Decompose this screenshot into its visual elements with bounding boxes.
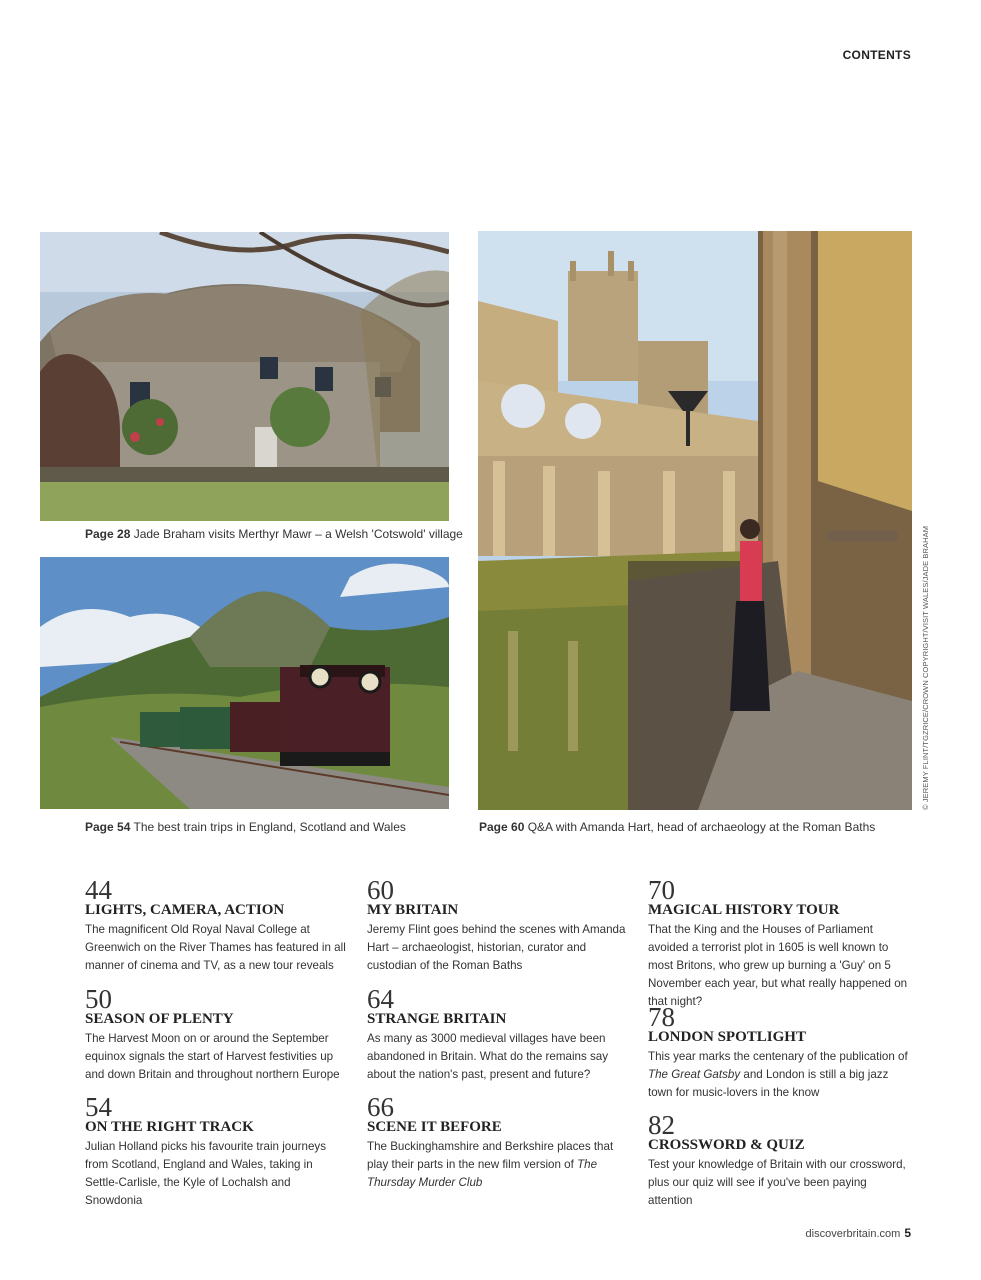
entry-description: The Harvest Moon on or around the September equinox signals the start of Harvest festivities up and down Britain and throughout northern Europe: [85, 1032, 340, 1081]
entry-title: SEASON OF PLENTY: [85, 1011, 234, 1027]
entry-description: [367, 1138, 629, 1192]
entry-description: As many as 3000 medieval villages have been abandoned in Britain. What do the remains say about the nation's past, present and future?: [367, 1032, 609, 1081]
contents-entry[interactable]: [367, 875, 629, 975]
contents-entry[interactable]: [85, 984, 347, 1084]
train-photo: [40, 557, 449, 809]
entry-text: This year marks the centenary of the publication of: [648, 1050, 908, 1063]
caption-page-ref: Page 60: [479, 820, 525, 834]
entry-page-number: 64: [367, 984, 394, 1014]
train-caption: [85, 820, 406, 834]
contents-entry[interactable]: [367, 1092, 629, 1192]
entry-title: MY BRITAIN: [367, 902, 459, 918]
contents-entry[interactable]: [85, 875, 347, 975]
entry-title: CROSSWORD & QUIZ: [648, 1137, 805, 1153]
caption-page-ref: Page 28: [85, 527, 131, 541]
entry-book-title: The Great Gatsby: [648, 1068, 741, 1081]
caption-page-ref: Page 54: [85, 820, 131, 834]
entry-description: Julian Holland picks his favourite train journeys from Scotland, England and Wales, taking in Settle-Carlisle, the Kyle of Lochalsh and Snowdonia: [85, 1140, 327, 1207]
entry-page-number: 60: [367, 875, 394, 905]
caption-text: Q&A with Amanda Hart, head of archaeology at the Roman Baths: [524, 820, 876, 834]
entry-description: Jeremy Flint goes behind the scenes with Amanda Hart – archaeologist, historian, curator and custodian of the Roman Baths: [367, 923, 626, 972]
entry-title: SCENE IT BEFORE: [367, 1119, 502, 1135]
entry-description: Test your knowledge of Britain with our crossword, plus our quiz will see if you've been paying attention: [648, 1158, 906, 1207]
contents-entry[interactable]: [648, 1110, 910, 1210]
cottage-photo: [40, 232, 449, 521]
entry-page-number: 78: [648, 1002, 675, 1032]
page-number: 5: [904, 1226, 911, 1240]
entry-title: LONDON SPOTLIGHT: [648, 1029, 806, 1045]
entry-title: LIGHTS, CAMERA, ACTION: [85, 902, 285, 918]
photo-credit: © JEREMY FLINT/TGZRICE/CROWN COPYRIGHT/VISIT WALES/JADE BRAHAM: [921, 525, 930, 810]
entry-film-title: The Thursday Murder Club: [367, 1158, 598, 1189]
contents-entry[interactable]: [648, 1002, 910, 1102]
contents-entry[interactable]: [367, 984, 629, 1084]
entry-title: ON THE RIGHT TRACK: [85, 1119, 254, 1135]
entry-description: That the King and the Houses of Parliament avoided a terrorist plot in 1605 is well known to most Britons, who grew up burning a 'Guy' on 5 November each year, but what really happened on that night?: [648, 923, 908, 1008]
roman-baths-photo: [478, 231, 912, 810]
entry-title: MAGICAL HISTORY TOUR: [648, 902, 840, 918]
entry-page-number: 66: [367, 1092, 394, 1122]
entry-text: The Buckinghamshire and Berkshire places that play their parts in the new film version of: [367, 1140, 614, 1171]
footer-site[interactable]: discoverbritain.com: [805, 1228, 901, 1240]
entry-page-number: 70: [648, 875, 675, 905]
section-label: CONTENTS: [842, 48, 911, 62]
entry-text: and London is still a big jazz town for music-lovers in the know: [648, 1068, 889, 1099]
entry-page-number: 82: [648, 1110, 675, 1140]
entry-title: STRANGE BRITAIN: [367, 1011, 507, 1027]
entry-description: [648, 1048, 910, 1102]
contents-entry[interactable]: [85, 1092, 347, 1210]
baths-caption: [479, 820, 875, 834]
entry-description: The magnificent Old Royal Naval College at Greenwich on the River Thames has featured in all manner of cinema and TV, as a new tour reveals: [85, 923, 346, 972]
caption-text: The best train trips in England, Scotland and Wales: [130, 820, 406, 834]
cottage-caption: [85, 527, 463, 541]
caption-text: Jade Braham visits Merthyr Mawr – a Welsh 'Cotswold' village: [130, 527, 463, 541]
entry-page-number: 44: [85, 875, 112, 905]
entry-page-number: 54: [85, 1092, 112, 1122]
entry-page-number: 50: [85, 984, 112, 1014]
page-footer: [806, 1226, 911, 1240]
contents-entry[interactable]: [648, 875, 910, 1011]
